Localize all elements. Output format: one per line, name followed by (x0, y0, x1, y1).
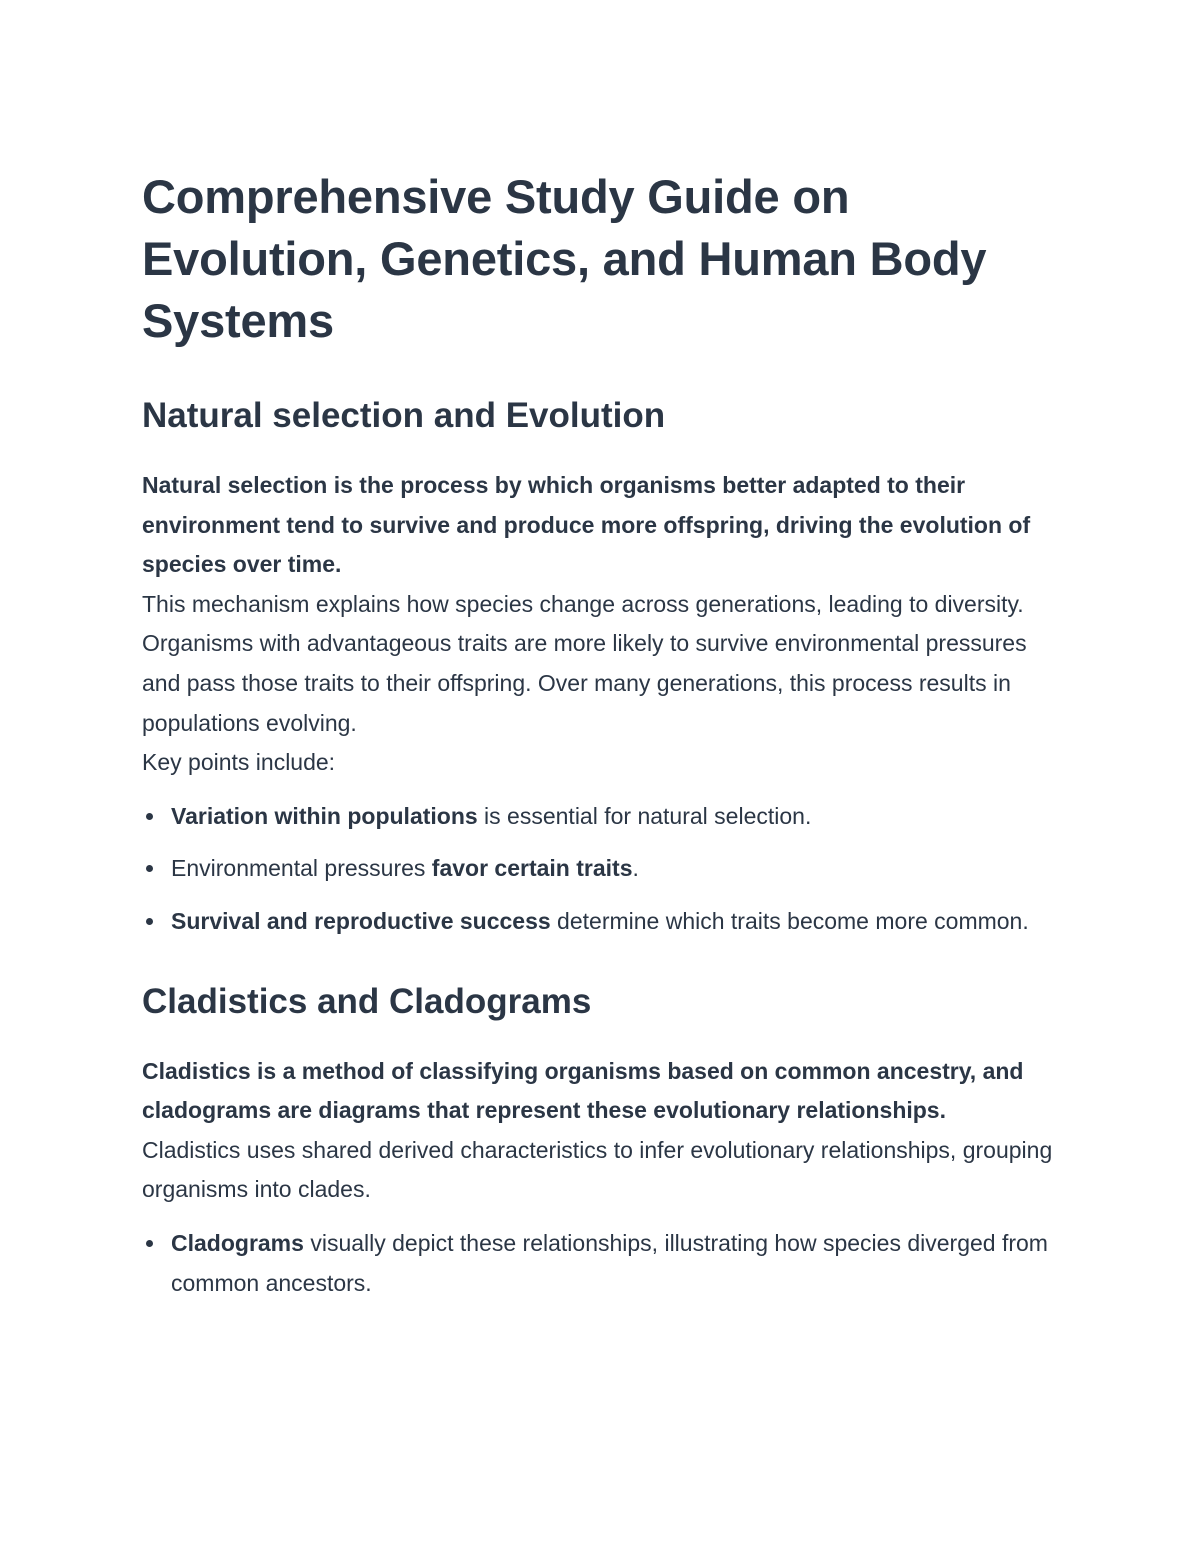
list-item-text: visually depict these relationships, illustrating how species diverged from common ancestors. (171, 1229, 1048, 1296)
list-item-bold: favor certain traits (431, 855, 633, 882)
list-item-text: Environmental pressures (171, 855, 432, 882)
bullet-icon (146, 1240, 153, 1247)
bullet-icon (146, 865, 153, 872)
section-heading: Natural selection and Evolution (142, 396, 666, 435)
key-points-intro: Key points include: (142, 749, 336, 776)
section-cladistics (142, 980, 1060, 1304)
section-lead: Natural selection is the process by which organisms better adapted to their environment tend to survive and produce more offspring, driving the evolution of species over time. (142, 472, 1031, 578)
list-item-bold: Survival and reproductive success (171, 907, 551, 934)
list-item (142, 849, 1060, 889)
bullet-icon (146, 813, 153, 820)
list-item-text: determine which traits become more common. (550, 907, 1029, 934)
key-points-list (142, 797, 1060, 942)
section-body: Cladistics uses shared derived characteristics to infer evolutionary relationships, grouping organisms into clades. (142, 1136, 1053, 1203)
section-body: This mechanism explains how species change across generations, leading to diversity. Organisms with advantageous traits are more likely to survive environmental pressures and pass those traits to their offspring. Over many generations, this process results in populations evolving. (142, 590, 1027, 736)
section-heading: Cladistics and Cladograms (142, 981, 592, 1021)
list-item (142, 1224, 1060, 1303)
list-item (142, 797, 1060, 837)
list-item-text: is essential for natural selection. (477, 802, 812, 829)
list-item-text: . (632, 855, 639, 882)
bullet-icon (146, 918, 153, 925)
list-item-bold: Cladograms (171, 1229, 304, 1256)
list-item-bold: Variation within populations (171, 802, 478, 829)
list-item (142, 902, 1060, 942)
section-natural-selection (142, 394, 1060, 942)
cladogram-points-list (142, 1224, 1060, 1303)
section-lead: Cladistics is a method of classifying organisms based on common ancestry, and cladograms are diagrams that represent these evolutionary relationships. (142, 1057, 1024, 1124)
document-title: Comprehensive Study Guide on Evolution, Genetics, and Human Body Systems (142, 170, 987, 347)
